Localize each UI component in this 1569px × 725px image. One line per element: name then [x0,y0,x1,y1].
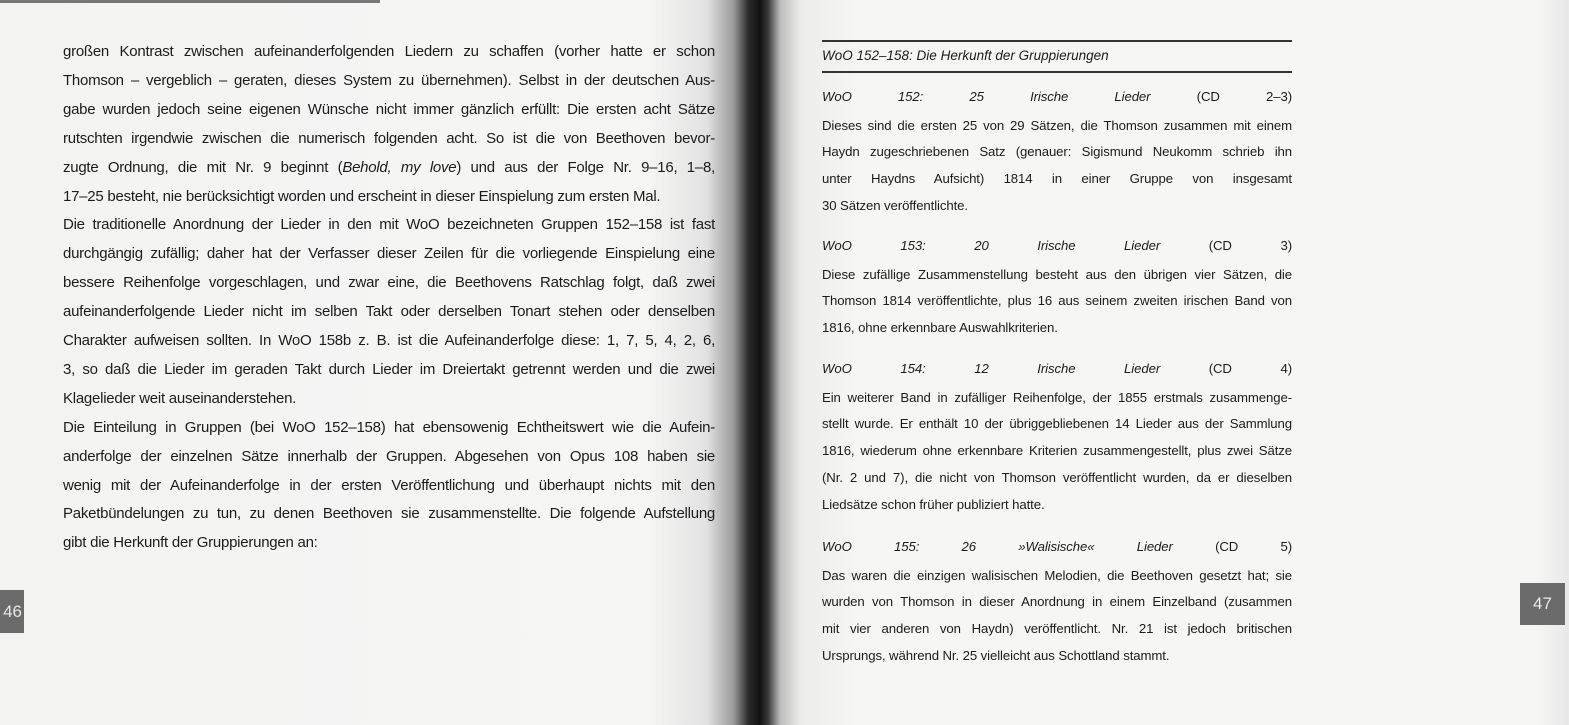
section-body-line [822,319,1292,337]
section-header-title: WoO 152–158: Die Herkunft der Gruppierungen [822,48,1109,63]
section-heading [822,538,1292,556]
body-line [63,71,715,91]
text-segment: mit vier anderen von Haydn) veröffentlicht. Nr. 21 ist jedoch britischen [822,621,1292,637]
text-segment: Dieses sind die ersten 25 von 29 Sätzen, die Thomson zusammen mit einem [822,117,1292,133]
text-segment: 30 Sätzen veröffentlichte. [822,198,968,214]
text-segment: wenig mit der Aufeinanderfolge in der ersten Veröffentlichung und überhaupt nichts mit den [63,476,715,494]
section-body-line [822,117,1292,135]
text-segment: 1816, wiederum ohne erkennbare Kriterien zusammengestellt, plus zwei Sätze [822,443,1292,459]
section-heading [822,237,1292,255]
section-body-line [822,389,1292,407]
body-line [63,504,715,524]
text-segment: (CD 4) [1160,361,1292,376]
section-body-line [822,620,1292,638]
text-segment: aufeinanderfolgende Lieder nicht im selben Takt oder derselben Tonart stehen oder denselben [63,303,715,321]
section-body-line [822,415,1292,433]
text-segment: Paketbündelungen zu tun, zu denen Beethoven sie zusammenstellte. Die folgende Aufstellung [63,505,715,523]
section-body-line [822,496,1292,514]
text-segment: (CD 5) [1172,539,1292,554]
italic-text: WoO 154: 12 Irische Lieder [822,361,1161,376]
body-line [63,418,715,438]
body-line [63,100,715,120]
section-heading [822,88,1292,106]
header-rule-bottom [822,71,1292,73]
text-segment: Ein weiterer Band in zufälliger Reihenfolge, der 1855 erstmals zusammenge- [822,389,1292,405]
italic-text: WoO 155: 26 »Walisische« Lieder [822,539,1173,554]
body-line [63,331,715,351]
section-body-line [822,647,1292,665]
text-segment: Klagelieder weit auseinanderstehen. [63,389,297,407]
body-line [63,447,715,467]
body-line [63,129,715,149]
section-body-line [822,197,1292,215]
italic-text: WoO 153: 20 Irische Lieder [822,238,1161,253]
page-edge [0,0,380,3]
text-segment: Die traditionelle Anordnung der Lieder in den mit WoO bezeichneten Gruppen 152–158 ist fast [63,216,715,234]
body-line [63,215,715,235]
page-number-right: 47 [1520,583,1565,625]
section-body-line [822,266,1292,284]
text-segment: gabe wurden jedoch seine eigenen Wünsche nicht immer gänzlich erfüllt: Die ersten acht Sätze [63,100,715,118]
page-number-left: 46 [0,590,24,633]
text-segment: wurden von Thomson in dieser Anordnung in einem Einzelband (zusammen [822,594,1292,610]
text-segment: (Nr. 2 und 7), die nicht von Thomson veröffentlicht wurden, da er dieselben [822,470,1292,486]
text-segment: Thomson 1814 veröffentlichte, plus 16 aus seinem zweiten irischen Band von [822,293,1292,309]
header-rule-top [822,40,1292,42]
text-segment: 3, so daß die Lieder im geraden Takt durch Lieder im Dreiertakt getrennt werden und die zwei [63,360,715,378]
text-segment: Liedsätze schon früher publiziert hatte. [822,497,1045,513]
text-segment: großen Kontrast zwischen aufeinanderfolgenden Liedern zu schaffen (vorher hatte er schon [63,43,715,60]
text-segment: Diese zufällige Zusammenstellung besteht aus den übrigen vier Sätzen, die [822,266,1292,282]
section-body-line [822,567,1292,585]
section-body-line [822,143,1292,161]
text-segment: Charakter aufweisen sollten. In WoO 158b z. B. ist die Aufeinanderfolge diese: 1, 7, 5, 4, 2, 6, [63,332,715,349]
section-body-line [822,170,1292,188]
text-segment: (CD 3) [1160,238,1292,253]
body-line [63,360,715,380]
body-line [63,533,715,553]
text-segment: rutschten irgendwie zwischen die numerisch folgenden acht. So ist die von Beethoven bevor- [63,129,715,147]
body-line [63,476,715,496]
text-segment: anderfolge der einzelnen Sätze innerhalb der Gruppen. Abgesehen von Opus 108 haben sie [63,447,715,465]
text-segment: gibt die Herkunft der Gruppierungen an: [63,534,318,552]
body-line [63,389,715,409]
text-segment: 17–25 besteht, nie berücksichtigt worden und erscheint in dieser Einspielung zum ersten Mal. [63,187,661,205]
text-segment: Ursprungs, während Nr. 25 vielleicht aus Schottland stammt. [822,648,1170,664]
text-segment: zugte Ordnung, die mit Nr. 9 beginnt ( [63,158,343,176]
italic-text: WoO 152: 25 Irische Lieder [822,89,1151,104]
section-body-line [822,469,1292,487]
body-line [63,302,715,322]
body-line [63,187,715,207]
section-body-line [822,593,1292,611]
text-segment: Das waren die einzigen walisischen Melodien, die Beethoven gesetzt hat; sie [822,567,1292,583]
text-segment: unter Haydns Aufsicht) 1814 in einer Gruppe von insgesamt [822,171,1292,187]
section-body-line [822,292,1292,310]
body-line [63,158,715,178]
text-segment: ) und aus der Folge Nr. 9–16, 1–8, [456,158,715,176]
section-heading [822,360,1292,378]
body-line [63,42,715,62]
text-segment: 1816, ohne erkennbare Auswahlkriterien. [822,320,1058,336]
text-segment: Thomson – vergeblich – geraten, dieses System zu übernehmen). Selbst in der deutschen Aus- [63,71,715,89]
text-segment: stellt wurde. Er enthält 10 der übriggebliebenen 14 Lieder aus der Sammlung [822,416,1292,432]
italic-text: Behold, my love [342,158,457,176]
text-segment: (CD 2–3) [1150,89,1292,104]
section-body-line [822,442,1292,460]
body-line [63,244,715,264]
text-segment: bessere Reihenfolge vorgeschlagen, und zwar eine, die Beethovens Ratschlag folgt, daß zwei [63,274,715,292]
text-segment: durchgängig zufällig; daher hat der Verfasser dieser Zeilen für die vorliegende Einspielung eine [63,245,715,263]
body-line [63,273,715,293]
text-segment: Die Einteilung in Gruppen (bei WoO 152–158) hat ebensowenig Echtheitswert wie die Aufein- [63,418,715,436]
text-segment: Haydn zugeschriebenen Satz (genauer: Sigismund Neukomm schrieb ihn [822,144,1292,160]
